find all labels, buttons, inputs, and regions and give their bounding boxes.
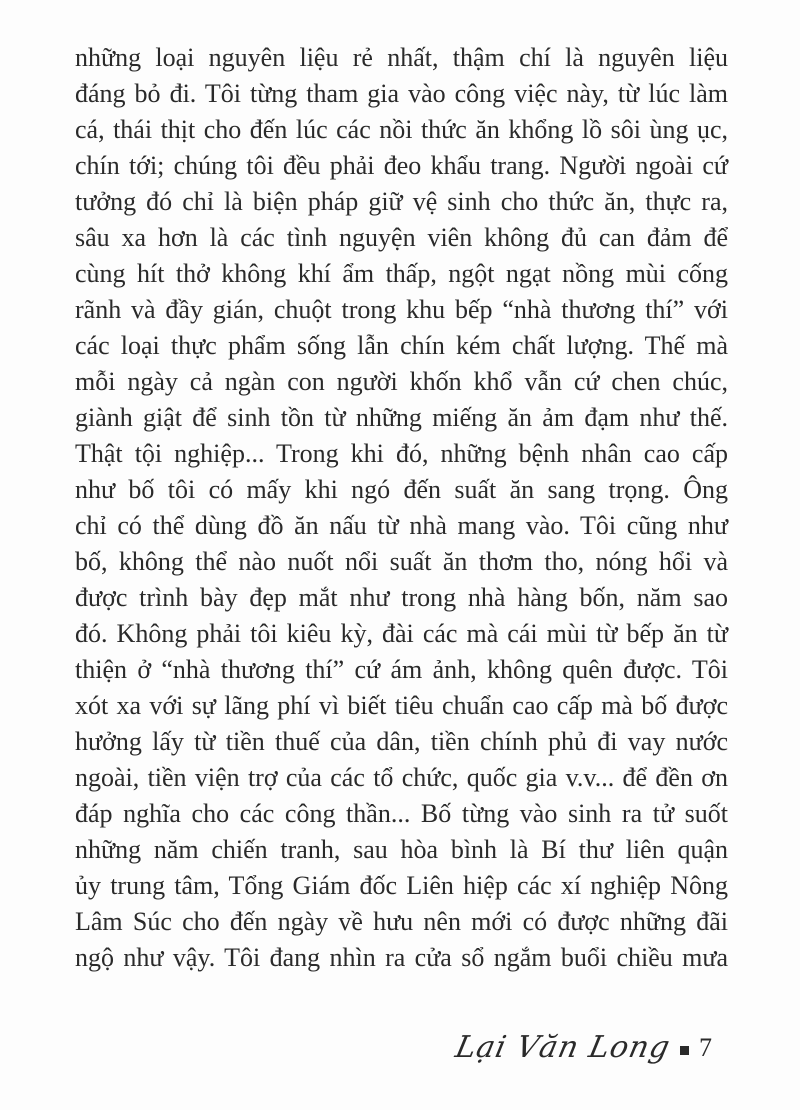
text-line: đáng bỏ đi. Tôi từng tham gia vào công việc này, từ lúc làm (75, 79, 728, 108)
text-line: giành giật để sinh tồn từ những miếng ăn ảm đạm như thế. (75, 403, 728, 432)
text-line: tưởng đó chỉ là biện pháp giữ vệ sinh cho thức ăn, thực ra, (75, 187, 728, 216)
text-line: Lâm Súc cho đến ngày về hưu nên mới có được những đãi (75, 907, 728, 936)
text-line: hưởng lấy từ tiền thuế của dân, tiền chính phủ đi vay nước (75, 727, 728, 756)
text-line: cá, thái thịt cho đến lúc các nồi thức ăn khổng lồ sôi ùng ục, (75, 115, 728, 144)
text-line: các loại thực phẩm sống lẫn chín kém chất lượng. Thế mà (75, 331, 728, 360)
text-line: đáp nghĩa cho các công thần... Bố từng vào sinh ra tử suốt (75, 799, 728, 828)
text-line: chỉ có thể dùng đồ ăn nấu từ nhà mang vào. Tôi cũng như (75, 511, 728, 540)
text-line: bố, không thể nào nuốt nổi suất ăn thơm tho, nóng hổi và (75, 547, 728, 576)
text-line: được trình bày đẹp mắt như trong nhà hàng bốn, năm sao (75, 583, 728, 612)
text-line: thiện ở “nhà thương thí” cứ ám ảnh, không quên được. Tôi (75, 655, 728, 684)
text-line: rãnh và đầy gián, chuột trong khu bếp “nhà thương thí” với (75, 295, 728, 324)
text-line: chín tới; chúng tôi đều phải đeo khẩu trang. Người ngoài cứ (75, 151, 728, 180)
author-signature: Lại Văn Long (452, 1030, 674, 1065)
text-line: Thật tội nghiệp... Trong khi đó, những bệnh nhân cao cấp (75, 439, 728, 468)
text-line: những năm chiến tranh, sau hòa bình là Bí thư liên quận (75, 835, 728, 864)
text-line: ủy trung tâm, Tổng Giám đốc Liên hiệp các xí nghiệp Nông (75, 871, 728, 900)
text-line: cùng hít thở không khí ẩm thấp, ngột ngạt nồng mùi cống (75, 259, 728, 288)
text-line: đó. Không phải tôi kiêu kỳ, đài các mà cái mùi từ bếp ăn từ (75, 619, 728, 648)
text-line: ngoài, tiền viện trợ của các tổ chức, quốc gia v.v... để đền ơn (75, 763, 728, 792)
text-line: như bố tôi có mấy khi ngó đến suất ăn sang trọng. Ông (75, 475, 728, 504)
text-line: những loại nguyên liệu rẻ nhất, thậm chí là nguyên liệu (75, 43, 728, 72)
page-number: 7 (699, 1032, 712, 1062)
text-line: ngộ như vậy. Tôi đang nhìn ra cửa sổ ngắm buổi chiều mưa (75, 943, 728, 972)
page-footer (452, 1030, 712, 1065)
square-bullet-icon (680, 1046, 689, 1055)
body-text (75, 40, 728, 976)
text-line: xót xa với sự lãng phí vì biết tiêu chuẩn cao cấp mà bố được (75, 691, 728, 720)
text-line: sâu xa hơn là các tình nguyện viên không đủ can đảm để (75, 223, 728, 252)
text-line: mỗi ngày cả ngàn con người khốn khổ vẫn cứ chen chúc, (75, 367, 728, 396)
